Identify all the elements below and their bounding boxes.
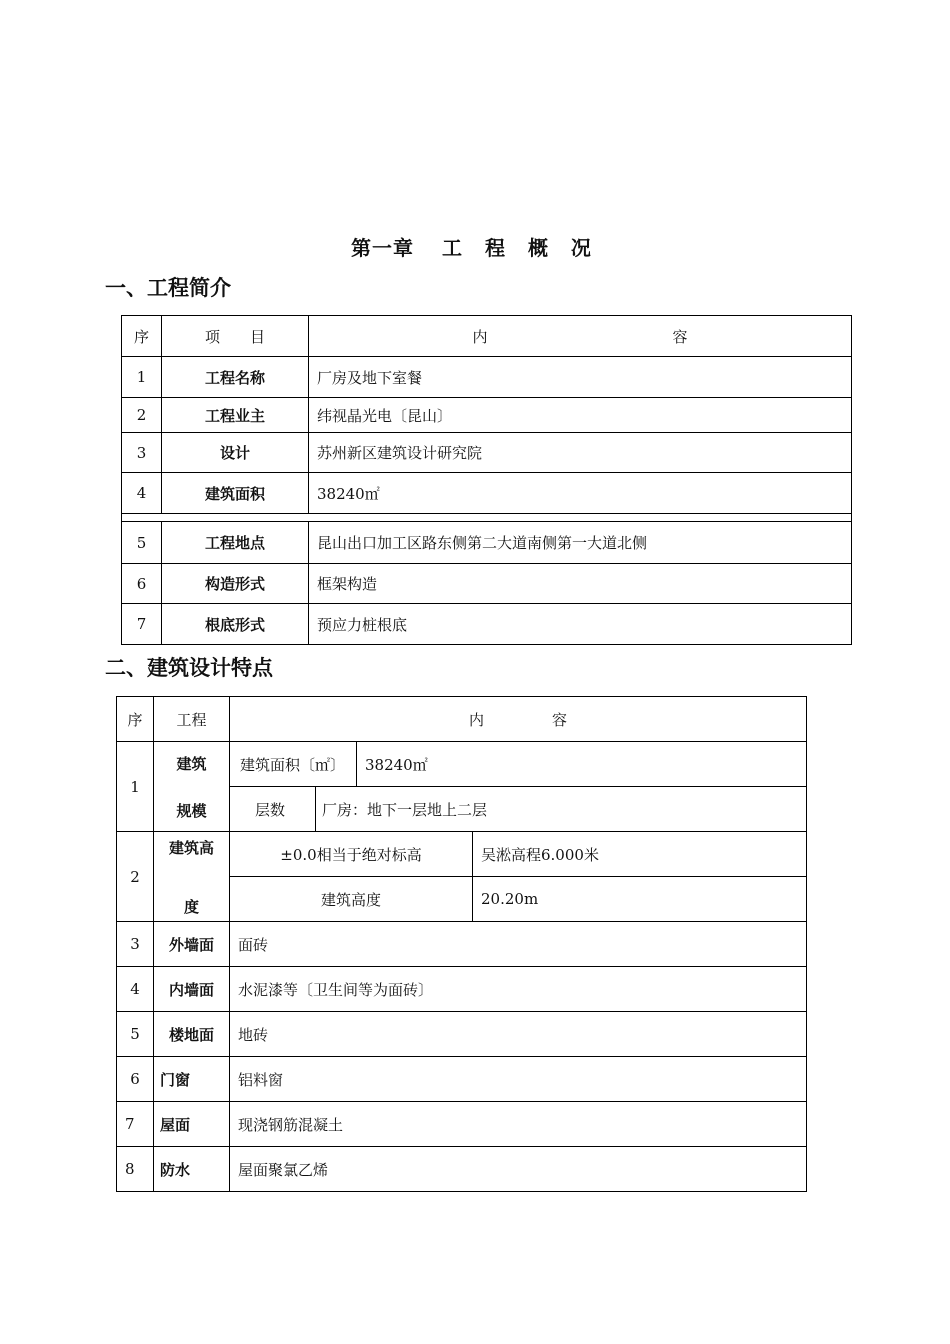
row-item <box>154 832 230 922</box>
table-row <box>122 357 852 398</box>
row-content: 昆山出口加工区路东侧第二大道南侧第一大道北侧 <box>309 522 852 564</box>
row-no: 6 <box>122 564 162 604</box>
row-content: 屋面聚氯乙烯 <box>230 1147 807 1192</box>
row-item: 建筑面积 <box>162 473 309 514</box>
row-no: 1 <box>122 357 162 398</box>
project-intro-table <box>121 315 852 645</box>
header-content-a: 内 <box>472 327 488 346</box>
table-row <box>122 433 852 473</box>
row-item: 工程名称 <box>162 357 309 398</box>
row-content: 苏州新区建筑设计研究院 <box>309 433 852 473</box>
row-item: 工程地点 <box>162 522 309 564</box>
table-row <box>122 398 852 433</box>
row-content: 纬视晶光电〔昆山〕 <box>309 398 852 433</box>
header-item: 项 目 <box>162 316 309 357</box>
height-label: 建筑高度 <box>230 877 473 922</box>
row-item: 根底形式 <box>162 604 309 645</box>
row-no: 8 <box>117 1147 154 1192</box>
floors-value: 厂房：地下一层地上二层 <box>316 787 807 832</box>
area-value: 38240㎡ <box>357 742 807 787</box>
row-item-line2: 度 <box>183 897 199 916</box>
table-row <box>117 742 807 787</box>
row-no: 3 <box>122 433 162 473</box>
row-item: 外墙面 <box>154 922 230 967</box>
table-row <box>117 1102 807 1147</box>
row-no: 4 <box>117 967 154 1012</box>
row-content: 现浇钢筋混凝土 <box>230 1102 807 1147</box>
table-row <box>117 832 807 877</box>
area-label: 建筑面积〔㎡〕 <box>230 742 357 787</box>
header-no: 序 <box>122 316 162 357</box>
height-value: 20.20m <box>473 877 807 922</box>
table-row <box>122 473 852 514</box>
row-no: 3 <box>117 922 154 967</box>
row-item: 构造形式 <box>162 564 309 604</box>
row-no: 7 <box>117 1102 154 1147</box>
row-item: 设计 <box>162 433 309 473</box>
row-content: 38240㎡ <box>309 473 852 514</box>
table-header-row <box>117 697 807 742</box>
row-item: 内墙面 <box>154 967 230 1012</box>
row-no: 2 <box>122 398 162 433</box>
table-row <box>117 1057 807 1102</box>
chapter-number: 第一章 <box>351 236 415 260</box>
section-title-intro: 一、工程简介 <box>105 276 231 300</box>
spacer-cell <box>122 514 852 522</box>
table-spacer-row <box>122 514 852 522</box>
row-no: 5 <box>117 1012 154 1057</box>
row-no: 1 <box>117 742 154 832</box>
row-item: 屋面 <box>154 1102 230 1147</box>
row-content: 预应力桩根底 <box>309 604 852 645</box>
row-no: 2 <box>117 832 154 922</box>
row-item-line1: 建筑 <box>176 754 207 773</box>
table-row <box>117 967 807 1012</box>
header-content-b: 容 <box>552 710 568 729</box>
row-no: 7 <box>122 604 162 645</box>
row-no: 4 <box>122 473 162 514</box>
row-content: 框架构造 <box>309 564 852 604</box>
table-row <box>122 522 852 564</box>
row-item: 工程业主 <box>162 398 309 433</box>
table-row <box>122 564 852 604</box>
design-features-table <box>116 696 807 1192</box>
row-content: 厂房及地下室餐 <box>309 357 852 398</box>
row-no: 5 <box>122 522 162 564</box>
row-item-line2: 规模 <box>176 801 207 820</box>
row-item <box>154 742 230 832</box>
elevation-value: 吴淞高程6.000米 <box>473 832 807 877</box>
header-content <box>230 697 807 742</box>
chapter-name: 工 程 概 况 <box>442 236 599 260</box>
elevation-label: ±0.0相当于绝对标高 <box>230 832 473 877</box>
chapter-title <box>0 232 950 261</box>
table-row <box>122 604 852 645</box>
row-content: 水泥漆等〔卫生间等为面砖〕 <box>230 967 807 1012</box>
header-content-b: 容 <box>672 327 688 346</box>
row-no: 6 <box>117 1057 154 1102</box>
header-content <box>309 316 852 357</box>
row-content: 面砖 <box>230 922 807 967</box>
row-content: 地砖 <box>230 1012 807 1057</box>
header-no: 序 <box>117 697 154 742</box>
table-row <box>117 1012 807 1057</box>
header-content-a: 内 <box>469 710 485 729</box>
table-header-row <box>122 316 852 357</box>
table-row <box>117 922 807 967</box>
row-content: 铝料窗 <box>230 1057 807 1102</box>
row-item: 门窗 <box>154 1057 230 1102</box>
floors-label: 层数 <box>230 787 316 832</box>
row-item-line1: 建筑高 <box>168 838 214 857</box>
row-item: 防水 <box>154 1147 230 1192</box>
row-item: 楼地面 <box>154 1012 230 1057</box>
section-title-design: 二、建筑设计特点 <box>105 656 273 680</box>
table-row <box>117 1147 807 1192</box>
header-item: 工程 <box>154 697 230 742</box>
